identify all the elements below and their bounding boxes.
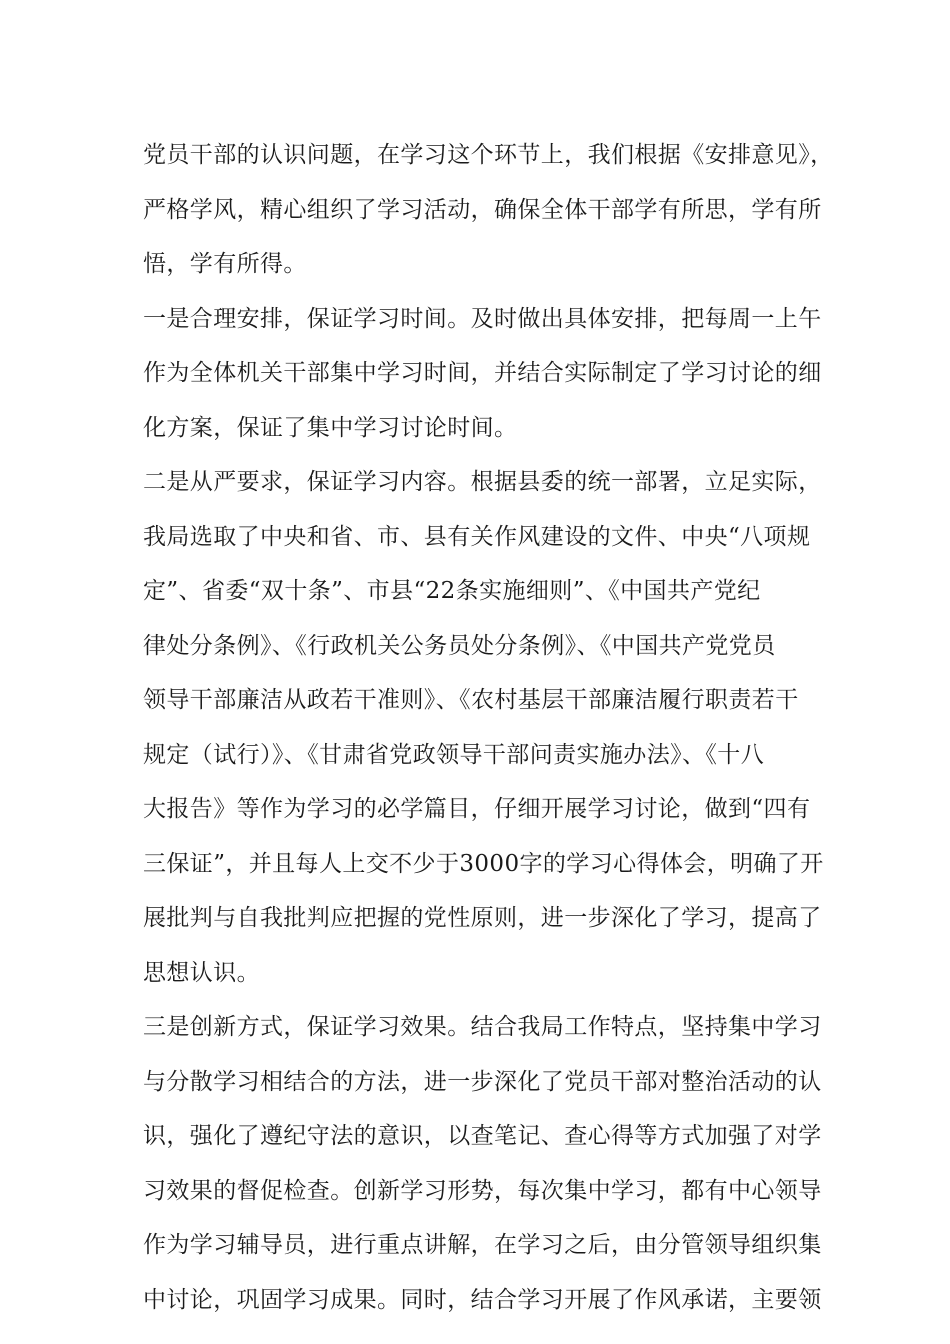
text-line: 党员干部的认识问题，在学习这个环节上，我们根据《安排意见》， [143,142,834,168]
text-line: 思想认识。 [143,959,260,986]
text-line: 作为学习辅导员，进行重点讲解，在学习之后，由分管领导组织集 [143,1232,822,1258]
text-line: 与分散学习相结合的方法，进一步深化了党员干部对整治活动的认 [143,1068,822,1095]
text-line: 领导干部廉洁从政若干准则》、《农村基层干部廉洁履行职责若干 [143,687,799,713]
text-line: 化方案，保证了集中学习讨论时间。 [143,414,518,441]
text-line: 我局选取了中央和省、市、县有关作风建设的文件、中央“八项规 [143,523,811,550]
text-line: 识，强化了遵纪守法的意识，以查笔记、查心得等方式加强了对学 [143,1123,822,1149]
text-line: 规定（试行）》、《甘肃省党政领导干部问责实施办法》、《十八 [143,741,765,768]
text-line: 二是从严要求，保证学习内容。根据县委的统一部署，立足实际， [143,469,822,495]
text-line: 定”、省委“双十条”、市县“22条实施细则”、《中国共产党纪 [143,578,761,604]
text-line: 一是合理安排，保证学习时间。及时做出具体安排，把每周一上午 [143,305,822,332]
text-line: 严格学风，精心组织了学习活动，确保全体干部学有所思，学有所 [143,196,822,223]
paragraph-study-time [143,292,822,456]
paragraph-study-organization [143,128,834,292]
text-line: 展批判与自我批判应把握的党性原则，进一步深化了学习，提高了 [143,905,822,931]
text-line: 悟，学有所得。 [143,251,307,277]
paragraph-study-effect [143,1000,822,1327]
text-line: 三保证”，并且每人上交不少于3000字的学习心得体会，明确了开 [143,850,824,877]
text-line: 大报告》等作为学习的必学篇目，仔细开展学习讨论，做到“四有 [143,796,811,822]
text-line: 中讨论，巩固学习成果。同时，结合学习开展了作风承诺，主要领 [143,1286,822,1313]
text-line: 作为全体机关干部集中学习时间，并结合实际制定了学习讨论的细 [143,360,822,386]
text-line: 三是创新方式，保证学习效果。结合我局工作特点，坚持集中学习 [143,1014,822,1040]
text-line: 律处分条例》、《行政机关公务员处分条例》、《中国共产党党员 [143,632,776,659]
paragraph-study-content [143,455,824,1000]
text-line: 习效果的督促检查。创新学习形势，每次集中学习，都有中心领导 [143,1177,822,1204]
document-body [143,128,834,1327]
